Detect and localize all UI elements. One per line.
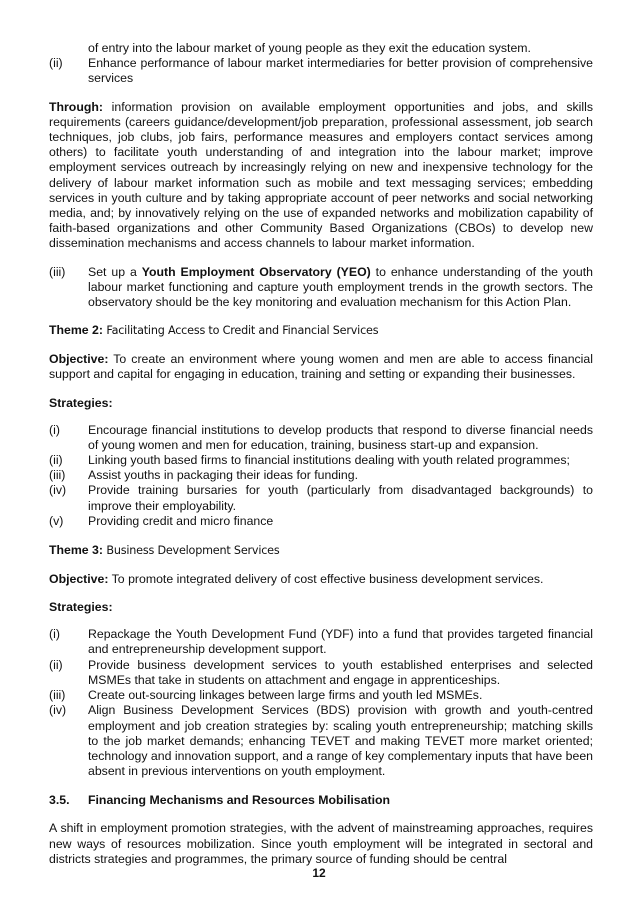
theme2-label: Theme 2:: [49, 323, 103, 338]
item-text: Linking youth based firms to financial institutions dealing with youth related programmes;: [88, 453, 570, 468]
item-text: [88, 265, 593, 311]
theme3-heading: [49, 543, 593, 558]
theme2-name: Facilitating Access to Credit and Financial Services: [103, 324, 379, 338]
list-item: [49, 658, 593, 688]
list-item: [49, 453, 593, 468]
item-text: Repackage the Youth Development Fund (YDF) into a fund that provides targeted financial and entrepreneurship development support.: [88, 627, 593, 657]
list-item: [49, 703, 593, 779]
item-iii-pre: Set up a: [88, 264, 142, 279]
list-item: [49, 514, 593, 529]
item-iii: [49, 265, 593, 311]
section-number: 3.5.: [49, 793, 70, 808]
item-text: Providing credit and micro finance: [88, 513, 274, 528]
section-paragraph: A shift in employment promotion strategies, with the advent of mainstreaming approaches, requires new ways of resources mobilization. Since youth employment will be integrated in sectoral and districts strategies and programmes, the primary source of funding should be central: [49, 821, 593, 866]
through-paragraph: [49, 100, 593, 252]
intro-item-ii: [49, 56, 593, 86]
section-heading: [49, 793, 593, 807]
item-number: (ii): [49, 657, 63, 672]
theme2-strategies-heading: Strategies:: [49, 395, 113, 410]
item-number: (i): [49, 422, 60, 437]
theme3-label: Theme 3:: [49, 543, 103, 558]
list-item: [49, 423, 593, 453]
list-item: [49, 483, 593, 513]
theme2-objective: [49, 352, 593, 382]
item-number: (iii): [49, 264, 66, 279]
item-number: (iv): [49, 703, 67, 718]
list-item: [49, 468, 593, 483]
item-text: Provide training bursaries for youth (particularly from disadvantaged backgrounds) to improve their employability.: [88, 483, 593, 513]
list-item: [49, 688, 593, 703]
item-number: (ii): [49, 56, 63, 71]
through-label: Through:: [49, 99, 103, 114]
objective-text: To create an environment where young women and men are able to access financial support and capital for engaging in education, training and setting or expanding their businesses.: [49, 352, 593, 382]
intro-continuation: of entry into the labour market of young people as they exit the education system.: [88, 41, 531, 55]
theme3-strategies-list: [49, 627, 593, 779]
item-text: Encourage financial institutions to develop products that respond to diverse financial needs of young women and men for education, training, business start-up and expansion.: [88, 422, 593, 452]
item-number: (v): [49, 513, 64, 528]
theme3-objective: [49, 572, 593, 587]
section-title: Financing Mechanisms and Resources Mobilisation: [88, 793, 391, 808]
page-number: 12: [312, 866, 326, 880]
item-number: (ii): [49, 453, 63, 468]
item-text: Assist youths in packaging their ideas for funding.: [88, 468, 359, 483]
objective-label: Objective:: [49, 352, 109, 367]
theme3-name: Business Development Services: [103, 544, 280, 558]
item-number: (iv): [49, 483, 67, 498]
item-text: Provide business development services to youth established enterprises and selected MSMEs that take in students on attachment and engage in apprenticeships.: [88, 657, 593, 687]
item-number: (iii): [49, 688, 66, 703]
item-text: Create out-sourcing linkages between large firms and youth led MSMEs.: [88, 688, 483, 703]
objective-text: To promote integrated delivery of cost effective business development services.: [108, 572, 544, 587]
item-number: (iii): [49, 468, 66, 483]
item-iii-post: to enhance understanding of the youth labour market functioning and capture youth employment trends in the growth sectors. The observatory should be the key monitoring and evaluation mechanism for this Action Plan.: [88, 264, 593, 310]
list-item: [49, 627, 593, 657]
theme2-heading: [49, 323, 593, 338]
item-number: (i): [49, 627, 60, 642]
item-text: Enhance performance of labour market intermediaries for better provision of comprehensive services: [88, 56, 593, 86]
yeo-bold: Youth Employment Observatory (YEO): [141, 264, 371, 279]
objective-label: Objective:: [49, 572, 109, 587]
theme2-strategies-list: [49, 423, 593, 529]
through-text: information provision on available employment opportunities and jobs, and skills requirements (careers guidance/development/job preparation, professional assessment, job search techniques, job clubs, job fairs, performance measures and employers contact services among others) to facilitate youth understanding of and integration into the labour market; improve employment services outreach by increasingly relying on new and inexpensive technology for the delivery of labour market information such as mobile and text messaging services; embedding services in youth culture and by taking appropriate account of peer networks and social networking media, and; by innovatively relying on the use of expanded networks and mobilization capability of faith-based organizations and other Community Based Organizations (CBOs) to develop new dissemination mechanisms and access channels to labour market information.: [49, 99, 593, 251]
item-text: Align Business Development Services (BDS) provision with growth and youth-centred employment and job creation strategies by: scaling youth entrepreneurship; matching skills to the job market demands; enhancing TEVET and making TEVET more market oriented; technology and innovation support, and a range of key complementary inputs that have been absent in previous interventions on youth employment.: [88, 703, 593, 779]
document-page: [49, 41, 593, 867]
theme3-strategies-heading: Strategies:: [49, 600, 113, 615]
